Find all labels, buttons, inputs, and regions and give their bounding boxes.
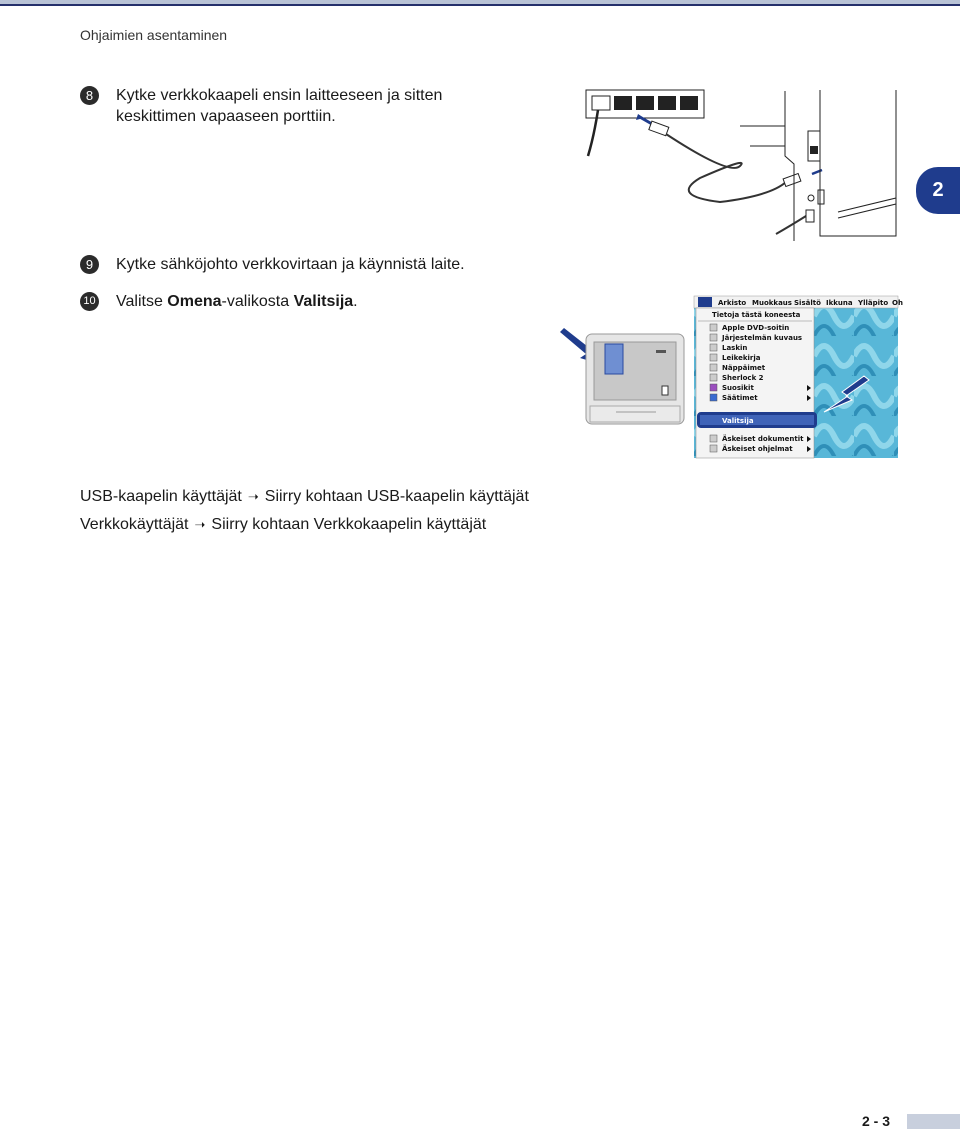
nav-to: Siirry kohtaan USB-kaapelin käyttäjät — [264, 488, 529, 505]
menu-item: Suosikit — [722, 384, 754, 392]
nav-from: Verkkokäyttäjät — [80, 516, 189, 533]
menu-item: Apple DVD-soitin — [722, 324, 790, 332]
menubar-item: Ikkuna — [826, 299, 853, 307]
menubar-item: Oh — [892, 299, 903, 307]
menubar-item: Sisältö — [794, 299, 821, 307]
menu-item: Tietoja tästä koneesta — [712, 311, 801, 319]
step-text-line2: keskittimen vapaaseen porttiin. — [116, 108, 336, 125]
step-number: 9 — [80, 255, 99, 274]
step-text-line1: Kytke verkkokaapeli ensin laitteeseen ja sitten — [116, 87, 443, 104]
menu-item: Järjestelmän kuvaus — [722, 334, 803, 342]
nav-network — [80, 516, 486, 534]
apple-menu-screenshot — [694, 296, 903, 458]
menu-item: Leikekirja — [722, 354, 761, 362]
nav-to: Siirry kohtaan Verkkokaapelin käyttäjät — [211, 516, 487, 533]
menubar-item: Ylläpito — [858, 299, 889, 307]
step-number: 8 — [80, 86, 99, 105]
nav-usb — [80, 488, 529, 506]
nav-from: USB-kaapelin käyttäjät — [80, 488, 242, 505]
menu-item-highlighted: Valitsija — [722, 417, 754, 425]
bold-valitsija: Valitsija — [293, 293, 354, 310]
page-header: Ohjaimien asentaminen — [80, 27, 228, 43]
arrow-right-icon: ➝ — [247, 489, 259, 504]
step-number: 10 — [80, 292, 99, 311]
menu-item: Laskin — [722, 344, 748, 352]
bold-omena: Omena — [167, 293, 222, 310]
chapter-tab: 2 — [916, 167, 960, 214]
menu-item: Äskeiset ohjelmat — [722, 445, 793, 453]
menu-item: Sherlock 2 — [722, 374, 764, 382]
arrow-right-icon: ➝ — [194, 517, 206, 532]
top-rule-dark — [0, 4, 960, 6]
imac-illustration — [560, 320, 690, 430]
menu-item: Äskeiset dokumentit — [722, 435, 804, 443]
step-text: Kytke sähköjohto verkkovirtaan ja käynnistä laite. — [116, 256, 465, 273]
footer-bar — [907, 1114, 960, 1129]
network-cable-illustration — [580, 86, 900, 246]
menubar-item: Muokkaus — [752, 299, 792, 307]
page-number: 2 - 3 — [862, 1113, 891, 1129]
menu-item: Säätimet — [722, 394, 758, 402]
step-text: Valitse Omena-valikosta Valitsija. — [116, 293, 358, 310]
menu-item: Näppäimet — [722, 364, 766, 372]
menubar-item: Arkisto — [718, 299, 747, 307]
